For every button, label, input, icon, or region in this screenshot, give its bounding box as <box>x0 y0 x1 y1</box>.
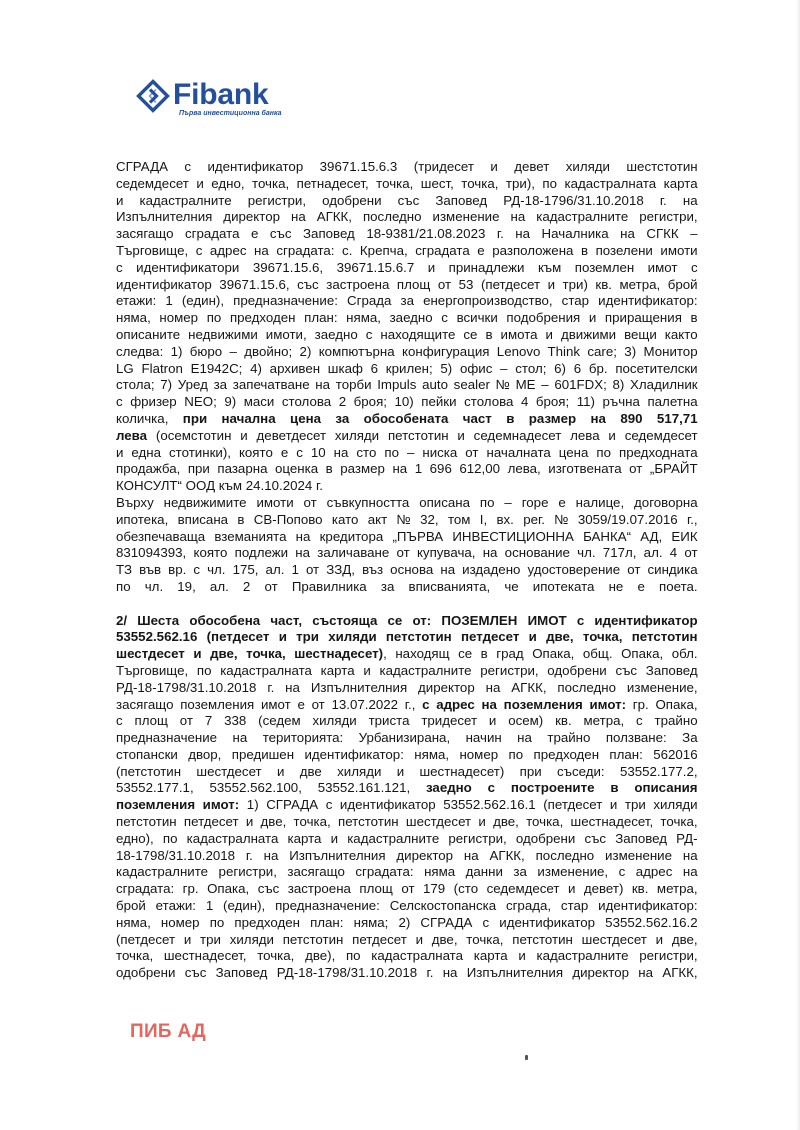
text-run: с идентификатори 39671.15.6, 39671.15.6.7 и принадлежи към поземлен имот с <box>116 259 698 275</box>
text-run: гр. Опака, <box>626 696 698 712</box>
text-line <box>116 780 698 797</box>
text-run: етажи: 1 (един), предназначение: Сграда за енергопроизводство, стар идентификатор: <box>116 293 698 309</box>
text-run: КОНСУЛТ“ ООД към 24.10.2024 г. <box>116 478 323 494</box>
line-content <box>116 529 698 544</box>
bold-text-run: при начална цена за обособената част в размер на 890 517,71 <box>182 410 698 426</box>
line-content <box>116 646 698 661</box>
scan-mark <box>525 1055 528 1060</box>
paragraph-3 <box>116 613 698 983</box>
bank-logo <box>136 78 286 120</box>
text-line <box>116 293 698 310</box>
text-line <box>116 932 698 949</box>
text-line <box>116 512 698 529</box>
line-content <box>116 663 698 678</box>
bold-text-run: 2/ Шеста обособена част, състояща се от: ПОЗЕМЛЕН ИМОТ с идентификатор <box>116 612 698 628</box>
line-content <box>116 898 698 913</box>
text-run: обезпечаваща вземанията на кредитора „ПЪРВА ИНВЕСТИЦИОННА БАНКА“ АД, ЕИК <box>116 528 698 544</box>
text-line <box>116 495 698 512</box>
line-content <box>116 495 698 510</box>
scan-edge-shadow <box>796 0 800 1130</box>
text-line <box>116 478 698 495</box>
text-run: сградата: гр. Опака, със застроена площ от 179 (сто седемдесет и девет) кв. метра, <box>116 881 698 897</box>
text-run: (осемстотин и деветдесет хиляди петстотин и седемнадесет лева и седемдесет <box>147 427 698 443</box>
bold-text-run: заедно с построените в описания <box>425 780 698 796</box>
line-content <box>116 394 698 409</box>
text-run: 1) СГРАДА с идентификатор 53552.562.16.1 (петдесет и три хиляди <box>239 797 698 813</box>
bold-text-run: лева <box>116 427 148 443</box>
text-run: стопански двор, предишен идентификатор: няма, номер по предходен план: 562016 <box>116 746 698 762</box>
text-line <box>116 814 698 831</box>
text-run: , находящ се в град Опака, общ. Опака, обл. <box>383 646 698 662</box>
text-run: предназначение на територията: Урбанизирана, начин на трайно ползване: За <box>116 730 698 746</box>
text-run: брой етажи: 1 (един), предназначение: Селскостопанска сграда, стар идентификатор: <box>116 898 698 914</box>
text-run: петстотин петдесет и две, точка, петстотин шестдесет и две, точка, шестнадесет, точка, <box>116 814 698 830</box>
text-line <box>116 965 698 982</box>
paragraph-1 <box>116 159 698 495</box>
line-content <box>116 948 698 963</box>
text-run: точка, шестнадесет, точка, две), по кадастралната карта и кадастралните регистри, <box>116 948 698 964</box>
text-line <box>116 864 698 881</box>
text-run: 831094393, която подлежи на заличаване от купувача, на основание чл. 717л, ал. 4 от <box>116 545 698 561</box>
text-run: няма, номер по предходен план: няма; 2) СГРАДА с идентификатор 53552.562.16.2 <box>116 914 698 930</box>
line-content <box>116 512 698 527</box>
text-line <box>116 377 698 394</box>
text-run: Търговище, по кадастралната карта и кадастралните регистри, одобрени със Заповед <box>116 662 698 678</box>
bold-text-run: поземления имот: <box>116 797 240 813</box>
text-line <box>116 948 698 965</box>
text-line <box>116 310 698 327</box>
fibank-diamond-icon <box>136 79 170 113</box>
logo-wordmark: Fibank <box>173 78 269 111</box>
text-run: засягащо сградата е със Заповед 18-9381/21.08.2023 г. на Началника на СГКК – <box>116 226 698 242</box>
text-line <box>116 226 698 243</box>
line-content <box>116 159 698 174</box>
text-run: засягащо поземления имот е от 13.07.2022 г., <box>116 696 423 712</box>
line-content <box>116 411 698 426</box>
text-run: идентификатор 39671.15.6, със застроена площ от 53 (петдесет и три) кв. метра, брой <box>116 276 698 292</box>
text-line <box>116 915 698 932</box>
line-content <box>116 697 698 712</box>
text-line <box>116 243 698 260</box>
line-content <box>116 579 698 594</box>
line-content <box>116 428 698 443</box>
line-content <box>116 831 698 846</box>
text-run: с площ от 7 338 (седем хиляди триста тридесет и осем) кв. метра, с трайно <box>116 713 698 729</box>
text-line <box>116 344 698 361</box>
line-content <box>116 545 698 560</box>
text-line <box>116 663 698 680</box>
line-content <box>116 680 698 695</box>
text-line <box>116 260 698 277</box>
line-content <box>116 932 698 947</box>
text-line <box>116 428 698 445</box>
bold-text-run: шестдесет и две, точка, шестнадесет) <box>116 646 384 662</box>
line-content <box>116 445 698 460</box>
text-line <box>116 277 698 294</box>
line-content <box>116 780 698 795</box>
text-line <box>116 697 698 714</box>
line-content <box>116 814 698 829</box>
text-run: и кадастралните регистри, одобрени със Заповед РД-18-1796/31.10.2018 г. на <box>116 192 698 208</box>
line-content <box>116 193 698 208</box>
text-run: (петстотин шестдесет и две хиляди и шестнадесет) при съседи: 53552.177.2, <box>116 763 698 779</box>
line-content <box>116 747 698 762</box>
text-line <box>116 747 698 764</box>
paragraph-2 <box>116 495 698 596</box>
line-content <box>116 209 698 224</box>
text-line <box>116 831 698 848</box>
text-run: одобрени със Заповед РД-18-1798/31.10.2018 г. на Изпълнителния директор на АГКК, <box>116 965 698 981</box>
text-run: описаните недвижими имоти, заедно с находящите се в имота и движими вещи както <box>116 326 698 342</box>
text-run: LG Flatron E1942C; 4) архивен шкаф 6 крилен; 5) офис – стол; 6) 6 бр. посетителски <box>116 360 698 376</box>
line-content <box>116 310 698 325</box>
bold-text-run: 53552.562.16 (петдесет и три хиляди петстотин петдесет и две, точка, петстотин <box>116 629 698 645</box>
text-run: кадастралните регистри, засягащо сградата: няма данни за изменение, с адрес на <box>116 864 698 880</box>
text-line <box>116 629 698 646</box>
text-run: седемдесет и едно, точка, петнадесет, точка, шест, точка, три), по кадастралната карта <box>116 175 698 191</box>
text-line <box>116 209 698 226</box>
line-content <box>116 461 698 476</box>
line-content <box>116 881 698 896</box>
footer-stamp-text: ПИБ АД <box>130 1021 207 1042</box>
text-line <box>116 545 698 562</box>
text-line <box>116 898 698 915</box>
text-line <box>116 562 698 579</box>
line-content <box>116 293 698 308</box>
line-content <box>116 915 698 930</box>
text-line <box>116 445 698 462</box>
text-run: 18-1798/31.10.2018 г. на Изпълнителния директор на АГКК, последно изменение на <box>116 847 698 863</box>
text-line <box>116 680 698 697</box>
text-run: продажба, при пазарна оценка в размер на 1 696 612,00 лева, изготвената от „БРАЙТ <box>116 461 698 477</box>
text-line <box>116 797 698 814</box>
line-content <box>116 797 698 812</box>
document-body <box>116 159 698 982</box>
text-run: Върху недвижимите имоти от съвкупността описана по – горе е налице, договорна <box>116 494 698 510</box>
text-line <box>116 848 698 865</box>
text-line <box>116 176 698 193</box>
text-line <box>116 764 698 781</box>
line-content <box>116 613 698 628</box>
line-content <box>116 848 698 863</box>
text-line <box>116 361 698 378</box>
line-content <box>116 361 698 376</box>
line-content <box>116 344 698 359</box>
line-content <box>116 764 698 779</box>
text-run: и една стотинки), която е с 10 на сто по – ниска от началната цена по предходната <box>116 444 698 460</box>
text-line <box>116 193 698 210</box>
bold-text-run: с адрес на поземления имот: <box>422 696 627 712</box>
text-line <box>116 461 698 478</box>
logo-tagline: Първа инвестиционна банка <box>179 110 282 117</box>
text-run: количка, <box>116 410 183 426</box>
line-content <box>116 243 698 258</box>
text-run: с фризер NEO; 9) маси столова 2 броя; 10) пейки столова 4 броя; 11) ръчна палетна <box>116 394 698 410</box>
line-content <box>116 377 698 392</box>
text-run: 53552.177.1, 53552.562.100, 53552.161.121, <box>116 780 426 796</box>
line-content <box>116 176 698 191</box>
text-line <box>116 730 698 747</box>
line-content <box>116 327 698 342</box>
text-run: СГРАДА с идентификатор 39671.15.6.3 (тридесет и девет хиляди шестстотин <box>116 159 698 174</box>
text-run: следва: 1) бюро – двойно; 2) компютърна конфигурация Lenovo Think care; 3) Монитор <box>116 343 698 359</box>
text-line <box>116 529 698 546</box>
line-content <box>116 260 698 275</box>
line-content <box>116 713 698 728</box>
text-line <box>116 713 698 730</box>
line-content <box>116 864 698 879</box>
text-run: стола; 7) Уред за запечатване на торби Impuls auto sealer № ME – 601FDX; 8) Хладилник <box>116 377 698 393</box>
text-run: ТЗ във вр. с чл. 175, ал. 1 от ЗЗД, въз основа на издадено удостоверение от синдика <box>116 562 698 578</box>
line-content <box>116 478 323 493</box>
text-line <box>116 613 698 630</box>
line-content <box>116 965 698 980</box>
text-line <box>116 579 698 596</box>
line-content <box>116 226 698 241</box>
line-content <box>116 730 698 745</box>
text-line <box>116 159 698 176</box>
text-line <box>116 881 698 898</box>
line-content <box>116 562 698 577</box>
text-line <box>116 646 698 663</box>
line-content <box>116 629 698 644</box>
text-run: Търговище, с адрес на сградата: с. Крепча, сградата е разположена в позелени имоти <box>116 242 698 258</box>
text-run: едно), по кадастралната карта и кадастралните регистри, одобрени със Заповед РД- <box>116 830 698 846</box>
line-content <box>116 277 698 292</box>
text-run: няма, номер по предходен план: няма, заедно с всички подобрения и приращения в <box>116 310 698 326</box>
text-line <box>116 394 698 411</box>
text-line <box>116 411 698 428</box>
text-run: (петдесет и три хиляди петстотин петдесет и две, точка, петстотин шестдесет и две, <box>116 931 698 947</box>
text-run: по чл. 19, ал. 2 от Правилника за вписванията, че ипотеката не е поета. <box>116 578 698 594</box>
text-run: Изпълнителния директор на АГКК, последно изменение на кадастралните регистри, <box>116 209 698 225</box>
text-run: ипотека, вписана в СВ-Попово като акт № 32, том I, вх. рег. № 3059/19.07.2016 г., <box>116 511 698 527</box>
text-run: РД-18-1798/31.10.2018 г. на Изпълнителния директор на АГКК, последно изменение, <box>116 679 698 695</box>
text-line <box>116 327 698 344</box>
